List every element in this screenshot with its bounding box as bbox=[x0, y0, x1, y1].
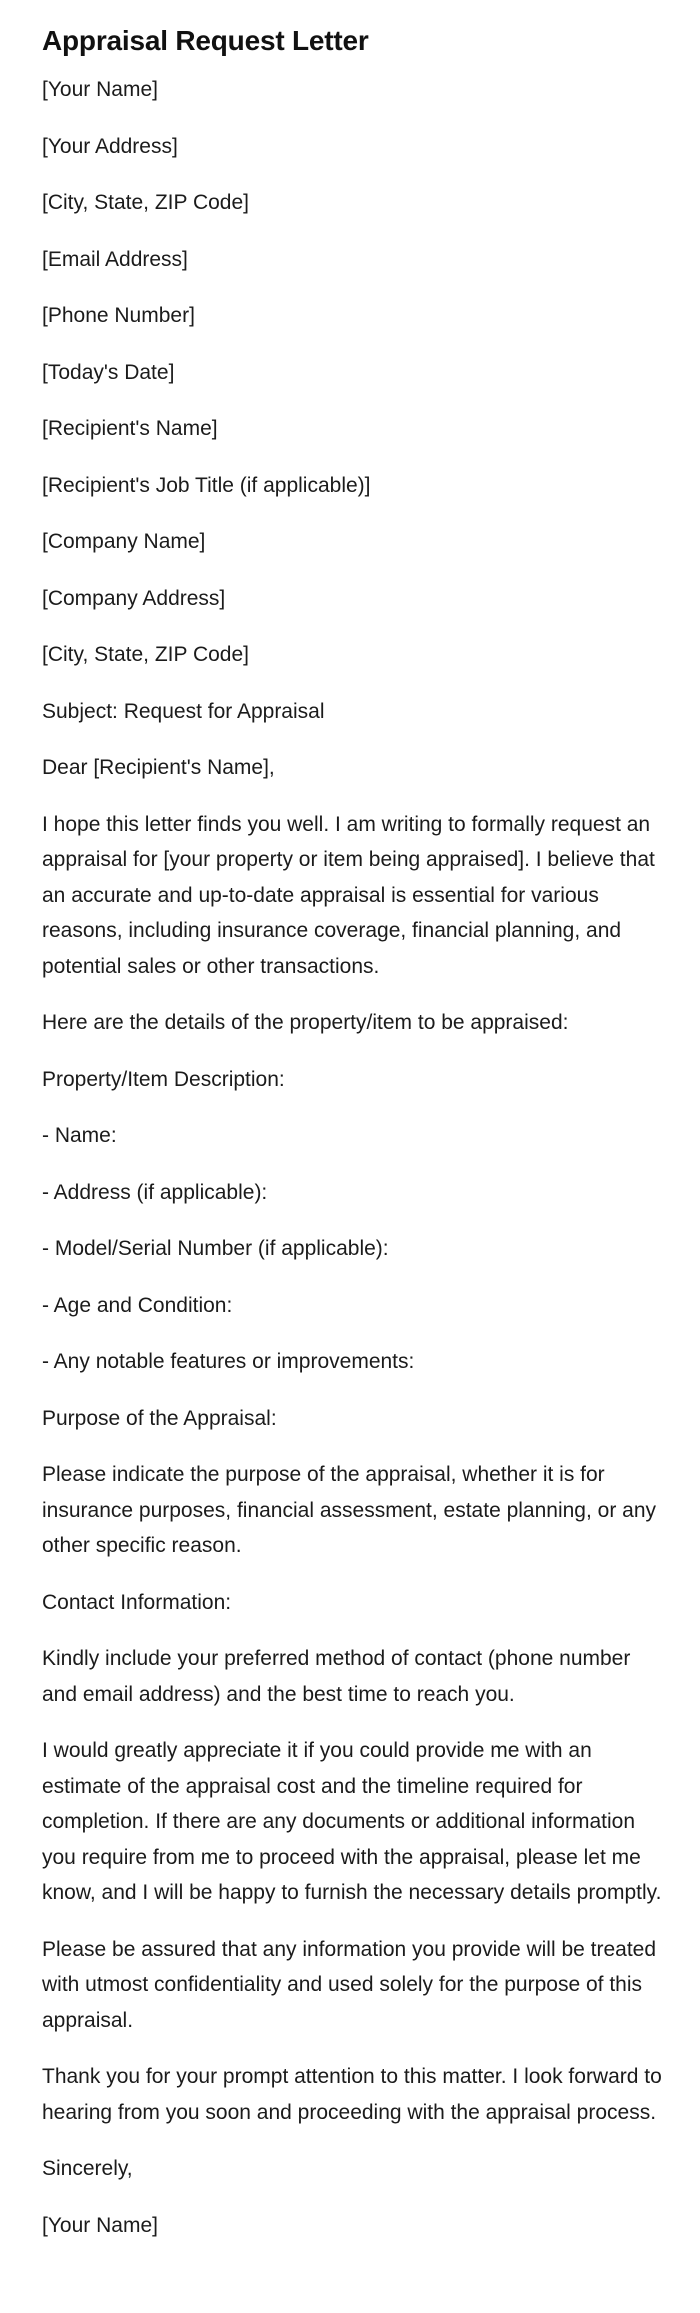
sender-city-state-zip: [City, State, ZIP Code] bbox=[42, 191, 249, 214]
sign-off: Sincerely, bbox=[42, 2157, 133, 2180]
company-name: [Company Name] bbox=[42, 530, 206, 553]
recipient-name: [Recipient's Name] bbox=[42, 417, 218, 440]
intro-paragraph: I hope this letter finds you well. I am writing to formally request an appraisal for [your property or item being appraised]. I believe that an accurate and up-to-date appraisal is essential for various reasons, including insurance coverage, financial planning, and potential sales or other transactions. bbox=[42, 812, 655, 978]
signature-name: [Your Name] bbox=[42, 2213, 158, 2237]
salutation: Dear [Recipient's Name], bbox=[42, 756, 275, 779]
contact-heading: Contact Information: bbox=[42, 1590, 232, 1614]
sender-email: [Email Address] bbox=[42, 247, 188, 271]
description-heading: Property/Item Description: bbox=[42, 1067, 285, 1091]
confidentiality-paragraph: Please be assured that any information you provide will be treated with utmost confidentiality and used solely for the purpose of this appraisal. bbox=[42, 1937, 657, 2032]
details-intro: Here are the details of the property/item to be appraised: bbox=[42, 1011, 569, 1034]
company-city-state-zip: [City, State, ZIP Code] bbox=[42, 643, 249, 666]
sender-phone: [Phone Number] bbox=[42, 304, 195, 327]
closing-paragraph: Thank you for your prompt attention to this matter. I look forward to hearing from you soon and proceeding with the appraisal process. bbox=[42, 2065, 662, 2124]
letter-date: [Today's Date] bbox=[42, 360, 175, 384]
detail-item-features: - Any notable features or improvements: bbox=[42, 1350, 415, 1373]
recipient-job-title: [Recipient's Job Title (if applicable)] bbox=[42, 473, 371, 497]
purpose-paragraph: Please indicate the purpose of the appraisal, whether it is for insurance purposes, financial assessment, estate planning, or any other specific reason. bbox=[42, 1463, 657, 1557]
contact-paragraph: Kindly include your preferred method of contact (phone number and email address) and the best time to reach you. bbox=[42, 1647, 631, 1706]
subject-line: Subject: Request for Appraisal bbox=[42, 699, 325, 723]
estimate-paragraph: I would greatly appreciate it if you could provide me with an estimate of the appraisal cost and the timeline required for completion. If there are any documents or additional information you require from me to proceed with the appraisal, please let me know, and I will be happy to furnish the necessary details promptly. bbox=[42, 1739, 662, 1904]
detail-item-age: - Age and Condition: bbox=[42, 1293, 233, 1317]
purpose-heading: Purpose of the Appraisal: bbox=[42, 1406, 277, 1430]
sender-address: [Your Address] bbox=[42, 134, 178, 158]
detail-item-model: - Model/Serial Number (if applicable): bbox=[42, 1237, 389, 1260]
detail-item-name: - Name: bbox=[42, 1124, 117, 1147]
company-address: [Company Address] bbox=[42, 586, 226, 610]
document-title: Appraisal Request Letter bbox=[42, 25, 369, 56]
detail-item-address: - Address (if applicable): bbox=[42, 1180, 268, 1204]
sender-name: [Your Name] bbox=[42, 78, 158, 101]
letter-document bbox=[42, 22, 662, 2264]
